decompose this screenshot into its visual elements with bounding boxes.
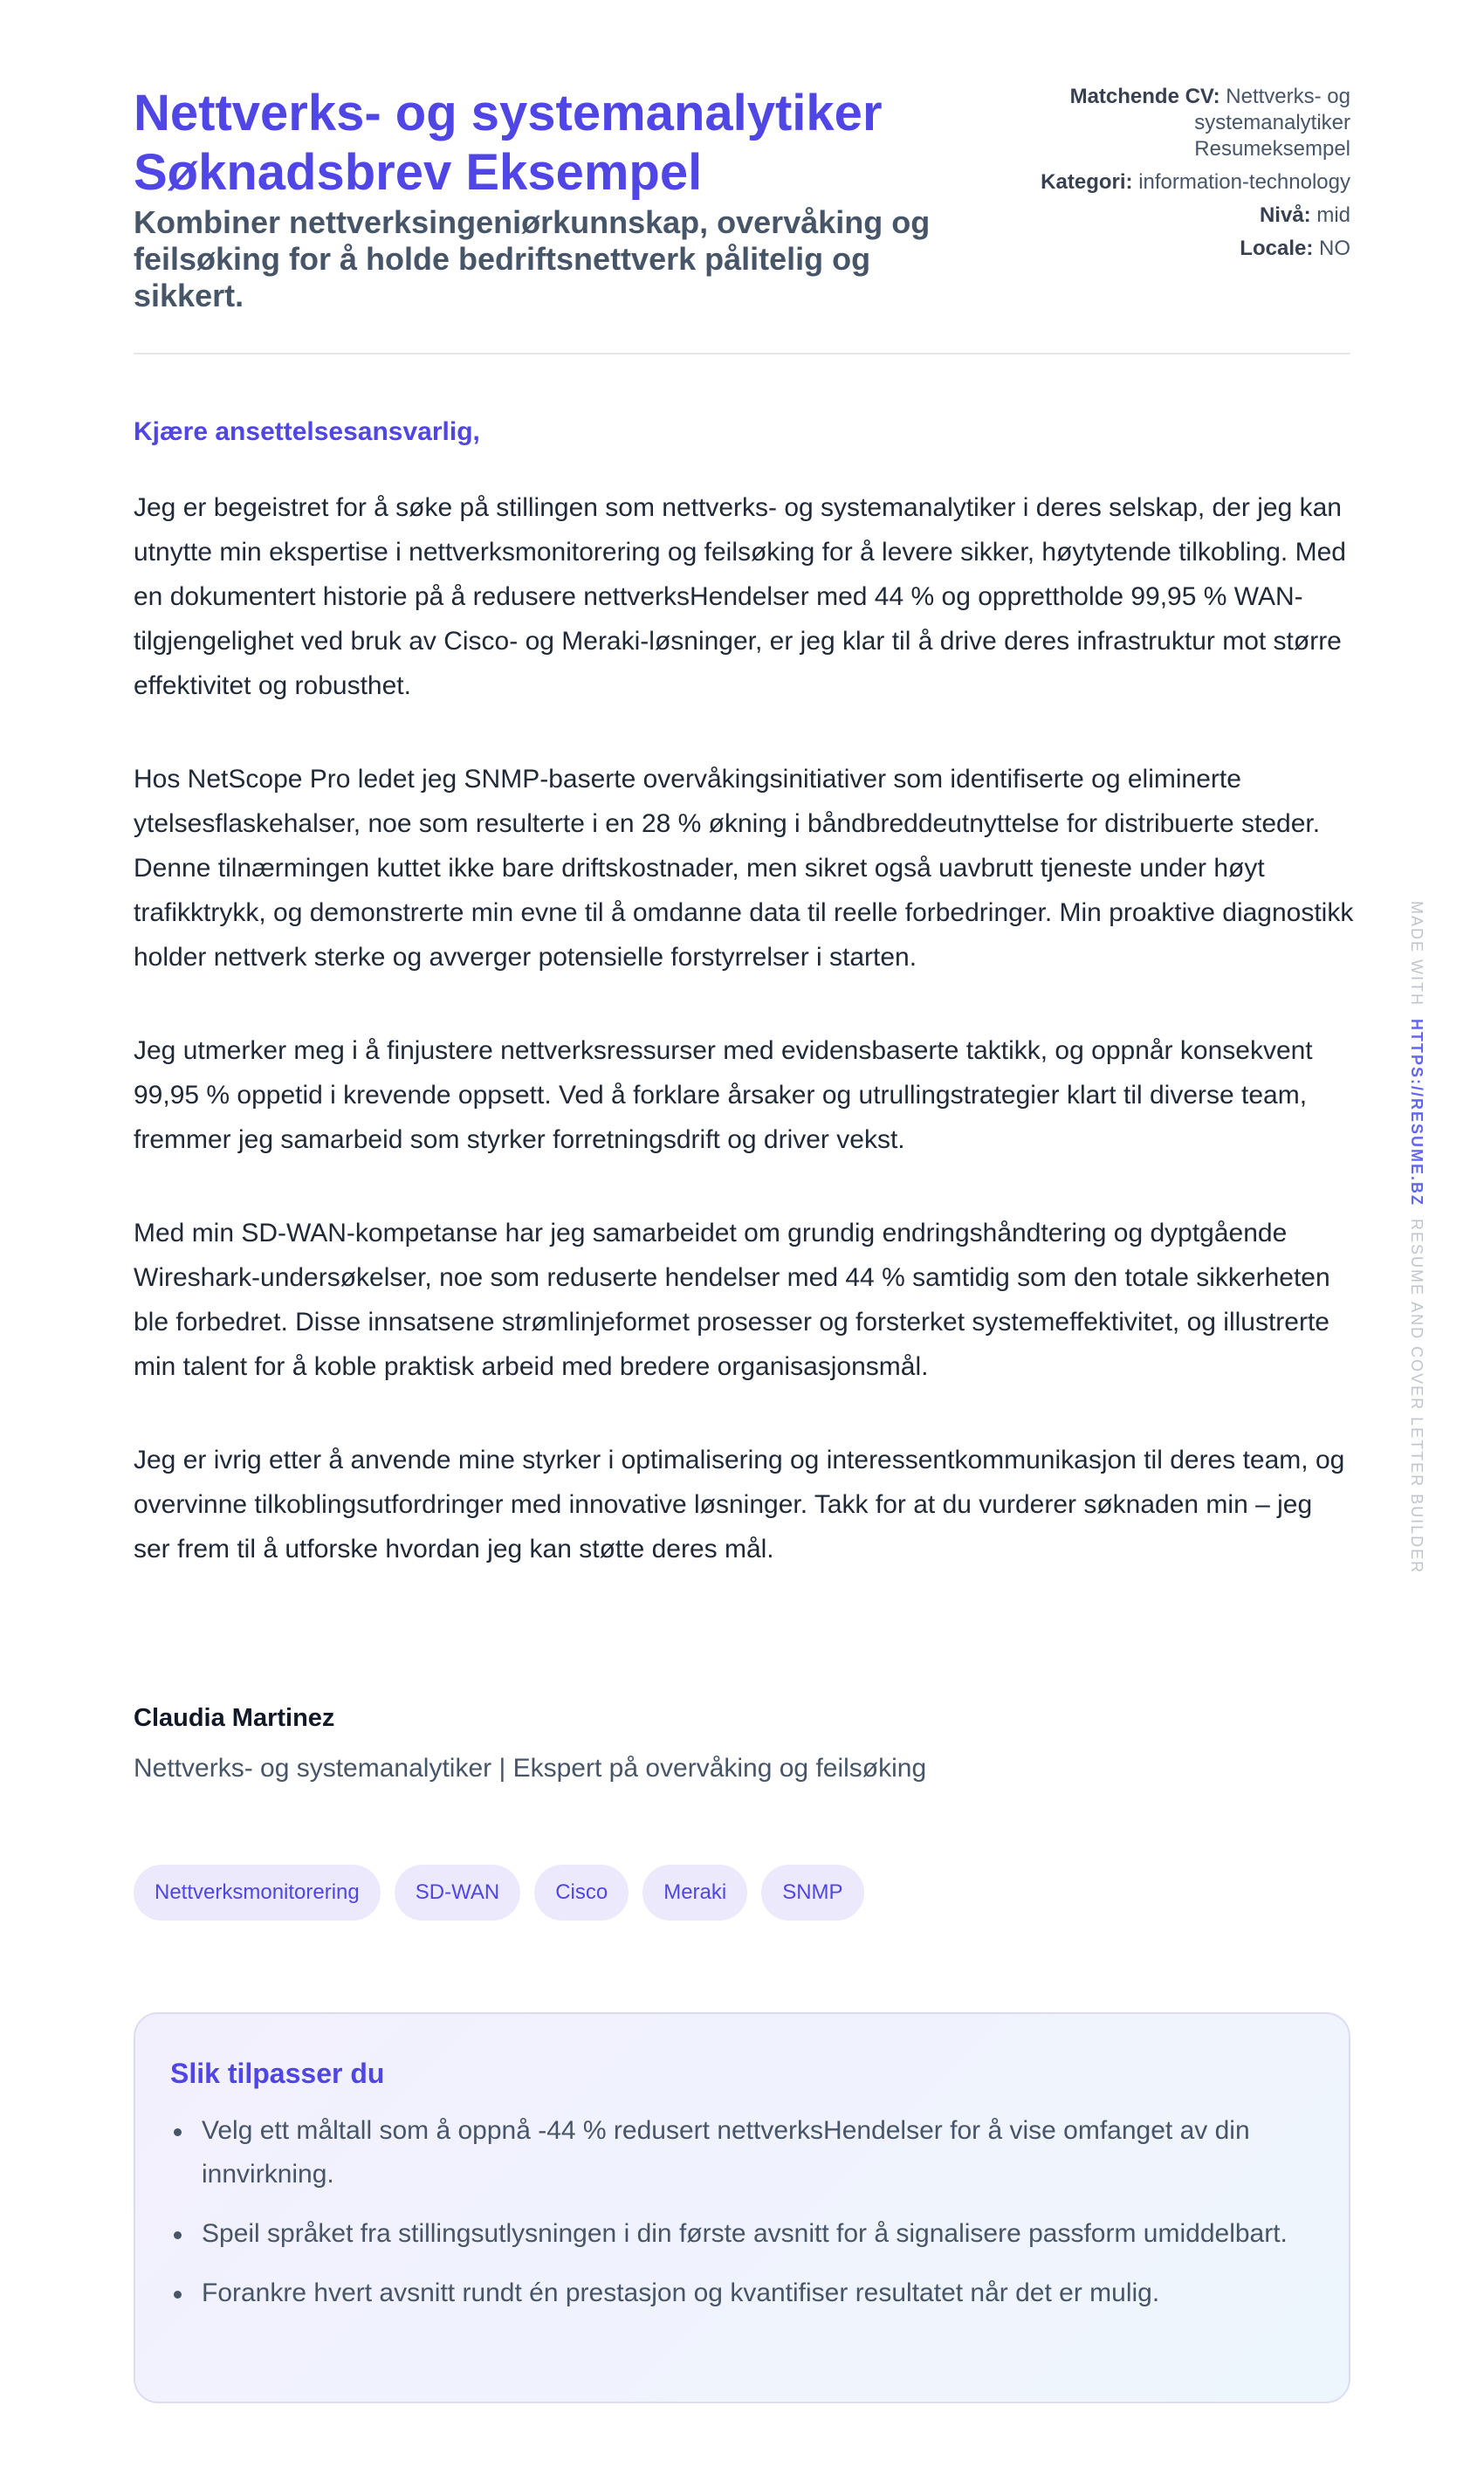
paragraph: Hos NetScope Pro ledet jeg SNMP-baserte overvåkingsinitiativer som identifiserte og eliminerte ytelsesflaskehalser, noe som resulterte i en 28 % økning i båndbreddeutnyttelse for distribuerte steder. Denne tilnærmingen kuttet ikke bare driftskostnader, men sikret også uavbrutt tjeneste under høyt trafikktrykk, og demonstrerte min evne til å omdanne data til reelle forbedringer. Min proaktive diagnostikk holder nettverk sterke og avverger potensielle forstyrrelser i starten. <box>134 765 1354 972</box>
signature-name: Claudia Martinez <box>134 1704 335 1732</box>
paragraph: Jeg er ivrig etter å anvende mine styrker i optimalisering og interessentkommunikasjon til deres team, og overvinne tilkoblingsutfordringer med innovative løsninger. Takk for at du vurderer søknaden min – jeg ser frem til å utforske hvordan jeg kan støtte deres mål. <box>134 1446 1345 1564</box>
meta-category: Kategori: information-technology <box>1041 170 1350 194</box>
skill-tag: SNMP <box>761 1865 863 1921</box>
tip-item: Forankre hvert avsnitt rundt én prestasjon og kvantifiser resultatet når det er mulig. <box>170 2272 1314 2315</box>
tip-item: Speil språket fra stillingsutlysningen i din første avsnitt for å signalisere passform umiddelbart. <box>170 2212 1314 2256</box>
meta-panel <box>1036 84 1350 269</box>
signature <box>134 1704 926 1784</box>
tips-list <box>170 2109 1314 2315</box>
paragraph: Med min SD-WAN-kompetanse har jeg samarbeidet om grundig endringshåndtering og dyptgående Wireshark-undersøkelser, noe som reduserte hendelser med 44 % samtidig som den totale sikkerheten ble forbedret. Disse innsatsene strømlinjeformet prosesser og forsterket systemeffektivitet, og illustrerte min talent for å koble praktisk arbeid med bredere organisasjonsmål. <box>134 1219 1330 1381</box>
tip-item: Velg ett måltall som å oppnå -44 % redusert nettverksHendelser for å vise omfanget av din innvirkning. <box>170 2109 1314 2196</box>
skill-tag: SD-WAN <box>395 1865 520 1921</box>
skill-tags <box>134 1865 864 1921</box>
paragraph: Jeg er begeistret for å søke på stillingen som nettverks- og systemanalytiker i deres selskap, der jeg kan utnytte min ekspertise i nettverksmonitorering og feilsøking for å levere sikker, høytytende tilkobling. Med en dokumentert historie på å redusere nettverksHendelser med 44 % og opprettholde 99,95 % WAN-tilgjengelighet ved bruk av Cisco- og Meraki-løsninger, er jeg klar til å drive deres infrastruktur mot større effektivitet og robusthet. <box>134 493 1346 700</box>
page-title: Nettverks- og systemanalytiker Søknadsbrev Eksempel <box>134 85 883 201</box>
watermark: MADE WITH HTTPS://RESUME.BZ RESUME AND COVER LETTER BUILDER <box>1408 901 1426 1575</box>
watermark-link[interactable]: HTTPS://RESUME.BZ <box>1408 1019 1426 1207</box>
signature-role: Nettverks- og systemanalytiker | Ekspert på overvåking og feilsøking <box>134 1754 927 1783</box>
meta-level: Nivå: mid <box>1259 203 1350 227</box>
skill-tag: Cisco <box>534 1865 629 1921</box>
page-subtitle: Kombiner nettverksingeniørkunnskap, overvåking og feilsøking for å holde bedriftsnettverk pålitelig og sikkert. <box>134 204 931 313</box>
header <box>134 84 1350 354</box>
meta-matching-cv: Matchende CV: Nettverks- og systemanalytiker Resumeksempel <box>1069 85 1350 161</box>
skill-tag: Nettverksmonitorering <box>134 1865 381 1921</box>
tips-title: Slik tilpasser du <box>170 2058 385 2089</box>
greeting: Kjære ansettelsesansvarlig, <box>134 417 480 446</box>
letter-body <box>134 485 1356 1620</box>
meta-locale: Locale: NO <box>1240 237 1350 260</box>
skill-tag: Meraki <box>642 1865 747 1921</box>
paragraph: Jeg utmerker meg i å finjustere nettverksressurser med evidensbaserte taktikk, og oppnår konsekvent 99,95 % oppetid i krevende oppsett. Ved å forklare årsaker og utrullingstrategier klart til diverse team, fremmer jeg samarbeid som styrker forretningsdrift og driver vekst. <box>134 1036 1313 1154</box>
tips-box <box>134 2012 1350 2403</box>
